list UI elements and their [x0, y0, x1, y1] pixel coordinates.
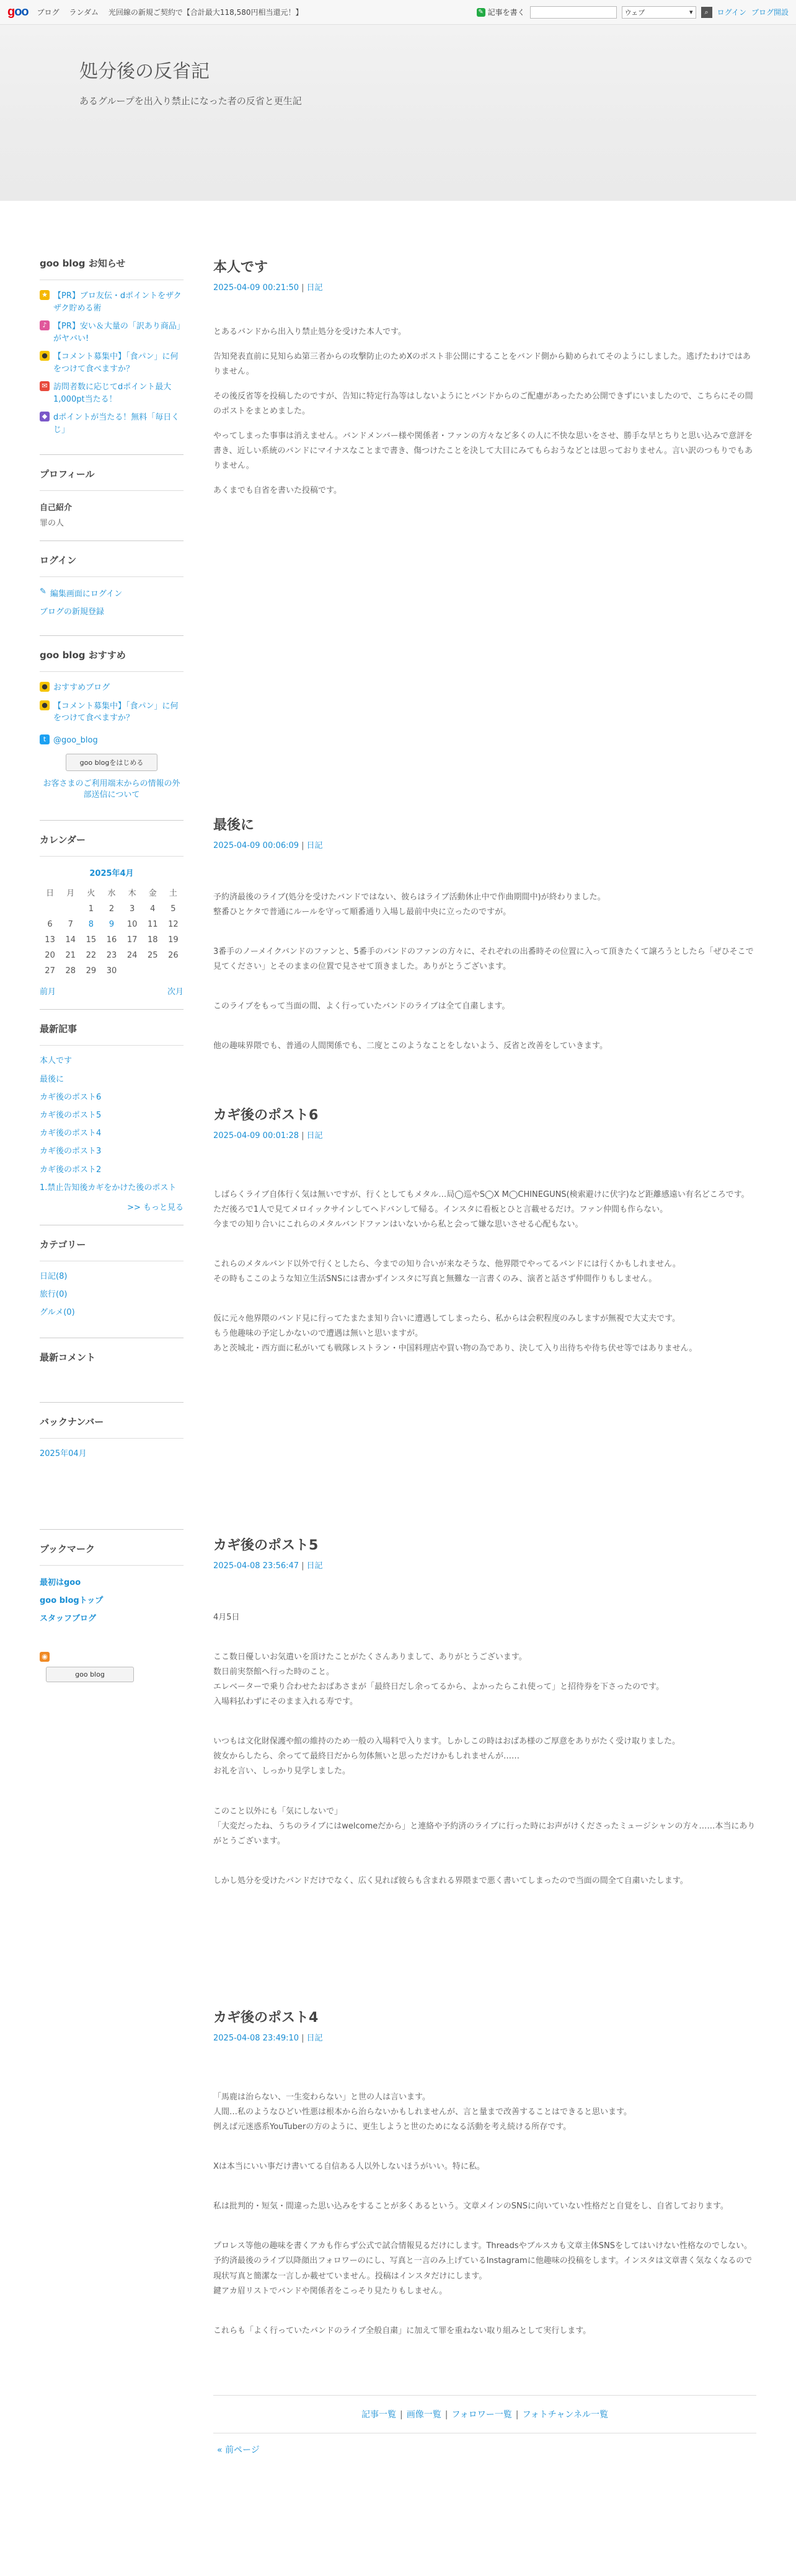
recent-article-link[interactable]: 1.禁止告知後カギをかけた後のポスト [40, 1183, 177, 1193]
edit-login-link[interactable] [40, 587, 184, 599]
music-icon: ♪ [40, 320, 50, 330]
calendar-day: 16 [106, 935, 117, 945]
profile-heading: プロフィール [40, 467, 184, 491]
category-link[interactable]: グルメ(0) [40, 1308, 75, 1318]
write-article-button[interactable] [477, 7, 525, 17]
post-paragraph: いつもは文化財保護や館の維持のため一般の入場料で入ります。しかしこの時はおばあ様のご厚意をありがたく受け取りました。 彼女からしたら、余ってて最終日だから勿体無いと思っただけかもしれませんが…… お礼を言い、しっかり見学しました。 [213, 1737, 680, 1776]
post-paragraph: やってしまった事事は消えません。バンドメンバー様や関係者・ファンの方々など多くの人に不快な思いをさせ、勝手な早とちりと思い込みで意評を書き、近しい系統のバンドにマイナスなことまで書き、傷つけたことを決して大目にみてもらおうなどとは思っておりません。言い訳のつもりでもありません。 [213, 431, 753, 471]
toolbar-nav [37, 7, 311, 17]
calendar-day: 12 [168, 920, 179, 930]
post-paragraph: 3番手のノーメイクバンドのファンと、5番手のバンドのファンの方々に、それぞれの出番時その位置に入って頂きたくて譲ろうとしたら「ぜひそこで見てください」とそのままの位置で見させて頂きました。ありがとうございます。 [213, 947, 754, 972]
calendar-day: 17 [126, 935, 138, 945]
recommend-item[interactable] [40, 700, 184, 725]
profile-label: 自己紹介 [40, 503, 73, 513]
post-date[interactable]: 2025-04-08 23:49:10 [213, 2034, 299, 2043]
goo-logo[interactable]: goo [7, 5, 29, 19]
create-blog-link[interactable]: ブログ開設 [751, 8, 789, 17]
article-list-link[interactable]: 記事一覧 [361, 2410, 397, 2420]
login-section [40, 554, 184, 636]
calendar-heading: カレンダー [40, 833, 184, 857]
toolbar-random-link[interactable]: ランダム [69, 8, 99, 17]
notice-item[interactable] [40, 290, 184, 314]
comments-heading: 最新コメント [40, 1352, 96, 1364]
post-title[interactable]: 本人です [213, 260, 268, 275]
bookmark-section [40, 1542, 184, 1682]
post-meta: 2025-04-09 00:01:28 | 日記 [213, 1131, 323, 1140]
post-body [213, 325, 756, 498]
post-category[interactable]: 日記 [306, 1561, 323, 1571]
notice-item-text: 訪問者数に応じてdポイント最大1,000pt当たる！ [53, 382, 172, 404]
gift-icon: ◆ [40, 412, 50, 421]
recent-article-link[interactable]: カギ後のポスト4 [40, 1129, 102, 1139]
post-category[interactable]: 日記 [306, 283, 323, 293]
calendar-day: 1 [88, 904, 94, 914]
calendar-day: 23 [106, 951, 117, 961]
post [213, 1535, 756, 1913]
calendar-day: 14 [65, 935, 76, 945]
calendar-day: 27 [45, 966, 55, 976]
bookmark-link[interactable]: goo blogトップ [40, 1595, 104, 1605]
calendar-month: 2025年4月 [89, 869, 134, 879]
post [213, 2007, 756, 2363]
recent-heading: 最新記事 [40, 1022, 184, 1046]
calendar-weekday: 水 [107, 889, 116, 899]
blog-header [0, 25, 796, 201]
calendar-week [40, 932, 184, 948]
twitter-icon: t [40, 734, 50, 744]
calendar-day: 26 [168, 951, 179, 961]
bookmark-link[interactable]: スタッフブログ [40, 1613, 97, 1623]
search-scope-select[interactable] [622, 6, 696, 19]
blog-title[interactable]: 処分後の反省記 [79, 61, 210, 82]
twitter-handle: @goo_blog [53, 735, 98, 745]
calendar-day: 5 [170, 904, 176, 914]
sidebar [40, 257, 184, 1682]
calendar-day[interactable]: 8 [88, 920, 94, 930]
calendar-day: 28 [65, 966, 76, 976]
calendar-prev-link[interactable]: 前月 [40, 987, 56, 997]
post-meta: 2025-04-08 23:56:47 | 日記 [213, 1561, 323, 1571]
post-title[interactable]: カギ後のポスト5 [213, 1538, 319, 1553]
calendar-day: 7 [68, 920, 73, 930]
post-title[interactable]: カギ後のポスト4 [213, 2010, 319, 2026]
post-title[interactable]: 最後に [213, 818, 255, 833]
chevron-down-icon: ▾ [689, 8, 693, 16]
notice-item-text: 【PR】安い＆大量の「訳あり商品」がヤバい! [53, 322, 181, 343]
post-body [213, 2075, 756, 2363]
login-link[interactable]: ログイン [717, 8, 746, 17]
calendar-day: 19 [168, 935, 179, 945]
post-paragraph: これらのメタルバンド以外で行くとしたら、今までの知り合いが来なそうな、他界隈でやってるバンドには行くかもしれません。 その時もここのような知立生活SNSには書かずインスタに写真と無難な一言書くのみ、演者と話さず仲間作りもしません。 [213, 1259, 681, 1284]
calendar-day: 6 [47, 920, 53, 930]
calendar-weekday: 木 [128, 889, 136, 899]
recommend-item[interactable] [40, 682, 184, 694]
calendar-week [40, 901, 184, 917]
calendar-day [60, 901, 81, 917]
image-list-link[interactable]: 画像一覧 [406, 2410, 441, 2420]
post-paragraph: 予約済最後のライブ(処分を受けたバンドではない、彼らはライブ活動休止中で作曲期間中)が終わりました。 整番ひとケタで普通にルールを守って順番通り入場し最前中央に立ったのですが。 [213, 893, 606, 917]
search-scope-value: ウェブ [624, 8, 645, 17]
post-body [213, 1595, 756, 1913]
calendar-weekday: 金 [148, 889, 157, 899]
post-paragraph: ここ数日優しいお気遣いを頂けたことがたくさんありまして、ありがとうございます。 数日前実祭館へ行った時のこと。 エレベーターで乗り合わせたおばあさまが「最終日だし余ってるから、よかったらこれ使って」と招待券を下さったのです。 入場料払わずにそのまま入れる寿です。 [213, 1652, 664, 1707]
post-body [213, 875, 756, 1079]
calendar-table [40, 883, 184, 979]
category-section [40, 1238, 184, 1339]
search-icon[interactable]: ⌕ [701, 7, 712, 18]
post-paragraph: 私は批判的・短気・間違った思い込みをすることが多くあるという。文章メインのSNSに向いていない性格だと自覚をし、自省しております。 [213, 2202, 728, 2212]
post-paragraph: しかし処分を受けたバンドだけでなく、広く見れば彼らも含まれる界隈まで悪く書いてしまったので当面の間全て自粛いたします。 [213, 1876, 688, 1886]
recent-article-link[interactable]: カギ後のポスト6 [40, 1092, 102, 1102]
toolbar-blog-link[interactable]: ブログ [37, 8, 60, 17]
post [213, 814, 756, 1079]
calendar-next-link[interactable]: 次月 [167, 987, 184, 997]
follower-list-link[interactable]: フォロワー一覧 [451, 2410, 512, 2420]
recommend-item-text: おすすめブログ [53, 683, 110, 692]
calendar-day [122, 963, 143, 979]
calendar-day: 30 [106, 966, 117, 976]
calendar-weekday: 月 [66, 889, 75, 899]
recommend-item-text: 【コメント募集中】「食パン」に何をつけて食べますか？ [53, 701, 179, 723]
post-paragraph: プロレス等他の趣味を書くアカも作らず公式で試合情報見るだけにします。Threadsやブルスカも文章主体SNSをしてはいけない性格なのでしない。 予約済最後のライブ以降顔出フォロワーのにし、写真と一言のみ上げているInstagramに他趣味の投稿をします。インスタは文章書く気なくなるので現状写真と簡潔な一言しか載せていません。投稿はインスタだけにします。 鍵アカ眉リストでバンドや関係者をこっそり見たりもしません。 [213, 2241, 753, 2296]
photo-channel-link[interactable]: フォトチャンネル一覧 [522, 2410, 608, 2420]
star-icon: ★ [40, 290, 50, 300]
post-paragraph: 告知発表直前に見知らぬ第三者からの攻撃防止のためXのポスト非公開にすることをバンド側から勧められてそのようにしました。逃げたわけではありません。 [213, 352, 751, 377]
bookmark-heading: ブックマーク [40, 1542, 184, 1566]
prev-page-link[interactable]: « 前ページ [217, 2445, 260, 2455]
calendar-section [40, 833, 184, 1010]
notice-item[interactable] [40, 381, 184, 405]
register-link[interactable]: ブログの新規登録 [40, 607, 105, 617]
post-category[interactable]: 日記 [306, 1131, 323, 1140]
notice-heading: goo blog お知らせ [40, 257, 184, 280]
notice-item[interactable] [40, 351, 184, 375]
notice-item-text: 【PR】ブロ友伝・dポイントをザクザク貯める術 [53, 291, 182, 313]
post-meta: 2025-04-08 23:49:10 | 日記 [213, 2034, 323, 2043]
goo-toolbar [0, 0, 796, 25]
post-paragraph: 仮に元々他界隈のバンド見に行ってたまたま知り合いに遭遇してしまったら、私からは会釈程度のみしますが無視で大丈夫です。 もう他趣味の予定しかないので遭遇は無いと思いますが。 あと茨城北・西方面に私がいても戦隊レストラン・中国料理店や買い物の為であり、決して入り出待ちや待ち伏せ等ではありません。 [213, 1314, 697, 1354]
category-link[interactable]: 日記(8) [40, 1271, 68, 1281]
post [213, 257, 756, 508]
calendar-day: 10 [126, 920, 138, 930]
notice-item-text: dポイントが当たる！無料「毎日くじ」 [53, 413, 180, 434]
post-date[interactable]: 2025-04-09 00:21:50 [213, 283, 299, 293]
post-date[interactable]: 2025-04-08 23:56:47 [213, 1561, 299, 1571]
calendar-day [40, 901, 60, 917]
calendar-day: 22 [86, 951, 97, 961]
edit-login-label: 編集画面にログイン [50, 589, 123, 599]
recommend-section [40, 648, 184, 821]
bulb-icon: ● [40, 351, 50, 361]
calendar-weekday: 日 [46, 889, 55, 899]
post-paragraph: このこと以外にも「気にしないで」 「大変だったね、うちのライブにはwelcomeだから」と連絡や予約済のライブに行った時にお声がけくださったミュージシャンの方々……本当にありがとうございます。 [213, 1806, 756, 1846]
profile-section [40, 467, 184, 541]
bulb-icon: ● [40, 700, 50, 710]
recent-list [40, 1056, 184, 1194]
twitter-link[interactable] [40, 734, 184, 747]
post-paragraph: これらも「よく行っていたバンドのライブ全般自粛」に加えて罪を重ねない取り組みとして実行します。 [213, 2326, 591, 2336]
recent-article-link[interactable]: 本人です [40, 1056, 73, 1066]
comments-section [40, 1351, 184, 1403]
notice-item-text: 【コメント募集中】「食パン」に何をつけて食べますか？ [53, 352, 179, 374]
backnumber-heading: バックナンバー [40, 1415, 184, 1439]
post-paragraph: Xは本当にいい事だけ書いてる自信ある人以外しないほうがいい。特に私。 [213, 2162, 485, 2172]
calendar-day: 25 [148, 951, 158, 961]
bulb-icon: ● [40, 682, 50, 692]
pencil-icon: ✎ [40, 587, 46, 596]
post-paragraph: その後反省等を投稿したのですが、告知に特定行為等はしないようにとバンドからのご配慮があったため公開できずにいましたので、こちらにその間のポストをまとめました。 [213, 392, 753, 417]
blog-description: あるグループを出入り禁止になった者の反省と更生記 [79, 95, 302, 107]
external-info-link[interactable]: お客さまのご利用端末からの情報の外部送信について [43, 779, 180, 800]
calendar-day: 3 [129, 904, 135, 914]
calendar-day: 29 [86, 966, 97, 976]
post-paragraph: あくまでも自省を書いた投稿です。 [213, 486, 342, 496]
notice-section [40, 257, 184, 455]
calendar-weekdays [40, 883, 184, 901]
profile-text: 罪の人 [40, 519, 64, 528]
start-blog-button[interactable]: goo blogをはじめる [66, 754, 157, 771]
recommend-heading: goo blog おすすめ [40, 648, 184, 672]
calendar-day: 20 [45, 951, 55, 961]
post-meta: 2025-04-09 00:06:09 | 日記 [213, 841, 323, 850]
recent-article-link[interactable]: カギ後のポスト2 [40, 1165, 102, 1175]
post-paragraph: 4月5日 [213, 1613, 240, 1623]
calendar-day [143, 963, 163, 979]
calendar-day: 2 [108, 904, 115, 914]
recent-section [40, 1022, 184, 1225]
post [213, 1105, 756, 1382]
footer-links: 記事一覧 | 画像一覧 | フォロワー一覧 | フォトチャンネル一覧 [213, 2395, 756, 2433]
post-paragraph: とあるバンドから出入り禁止処分を受けた本人です。 [213, 327, 406, 337]
chat-icon: ✉ [40, 381, 50, 391]
backnumber-section [40, 1415, 184, 1529]
calendar-day: 13 [45, 935, 55, 945]
post-paragraph: このライブをもって当面の間、よく行っていたバンドのライブは全て自粛します。 [213, 1002, 510, 1012]
rss-link[interactable] [40, 1652, 184, 1662]
calendar-weekday: 火 [87, 889, 95, 899]
rss-icon: ◉ [40, 1652, 50, 1662]
toolbar-promo-link[interactable]: 光回線の新規ご契約で【合計最大118,580円相当還元！】 [108, 8, 303, 17]
calendar-day: 21 [65, 951, 76, 961]
calendar-week [40, 948, 184, 963]
more-articles-link[interactable]: >> もっと見る [127, 1202, 184, 1212]
pencil-icon: ✎ [477, 8, 485, 17]
goo-blog-badge[interactable]: goo blog [46, 1667, 134, 1682]
recent-article-link[interactable]: カギ後のポスト5 [40, 1110, 102, 1120]
post-date[interactable]: 2025-04-09 00:01:28 [213, 1131, 299, 1140]
post-title[interactable]: カギ後のポスト6 [213, 1108, 319, 1123]
calendar-day: 18 [148, 935, 158, 945]
write-article-label: 記事を書く [487, 8, 525, 17]
backnumber-link[interactable]: 2025年04月 [40, 1449, 87, 1459]
calendar-body [40, 901, 184, 979]
calendar-day[interactable]: 9 [108, 920, 115, 930]
recent-article-link[interactable]: 最後に [40, 1074, 64, 1084]
post-body [213, 1173, 756, 1382]
login-heading: ログイン [40, 554, 184, 577]
calendar-day: 24 [126, 951, 138, 961]
post-category[interactable]: 日記 [306, 2034, 323, 2043]
calendar-weekday: 土 [169, 889, 177, 899]
notice-item[interactable] [40, 412, 184, 436]
search-input[interactable] [530, 6, 617, 19]
calendar-week [40, 917, 184, 932]
post-meta: 2025-04-09 00:21:50 | 日記 [213, 283, 323, 293]
calendar-week [40, 963, 184, 979]
calendar-day: 4 [150, 904, 156, 914]
notice-item[interactable] [40, 320, 184, 345]
calendar-day: 15 [86, 935, 97, 945]
category-link[interactable]: 旅行(0) [40, 1290, 68, 1300]
post-paragraph: 「馬鹿は治らない、一生変わらない」と世の人は言います。 人間…私のようなひどい性悪は根本から治らないかもしれませんが、言と量まで改善することはできると思います。 例えば元迷惑系YouTuberの方のように、更生しようと世のためになる活動を考え続ける所存です。 [213, 2093, 632, 2132]
post-date[interactable]: 2025-04-09 00:06:09 [213, 841, 299, 850]
post-paragraph: 他の趣味界隈でも、普通の人間関係でも、二度とこのようなことをしないよう、反省と改善をしていきます。 [213, 1041, 608, 1051]
calendar-day: 11 [148, 920, 158, 930]
recent-article-link[interactable]: カギ後のポスト3 [40, 1147, 102, 1157]
post-category[interactable]: 日記 [306, 841, 323, 850]
bookmark-link[interactable]: 最初はgoo [40, 1577, 81, 1587]
post-paragraph: しばらくライブ自体行く気は無いですが、行くとしてもメタル…局◯巡やS◯X M◯CHINEGUNS(検索避けに伏字)など距離感遠い有名どころです。 ただ後ろで1人で見てメロイックサインしてヘドバンして帰る。インスタに看板とひと言載せるだけ。ファン仲間も作らない。 今までの知り合いにこれらのメタルバンドファンはいないから私と会って嫌な思いさせる心配もない。 [213, 1190, 750, 1230]
category-heading: カテゴリー [40, 1238, 184, 1261]
calendar-day [163, 963, 184, 979]
